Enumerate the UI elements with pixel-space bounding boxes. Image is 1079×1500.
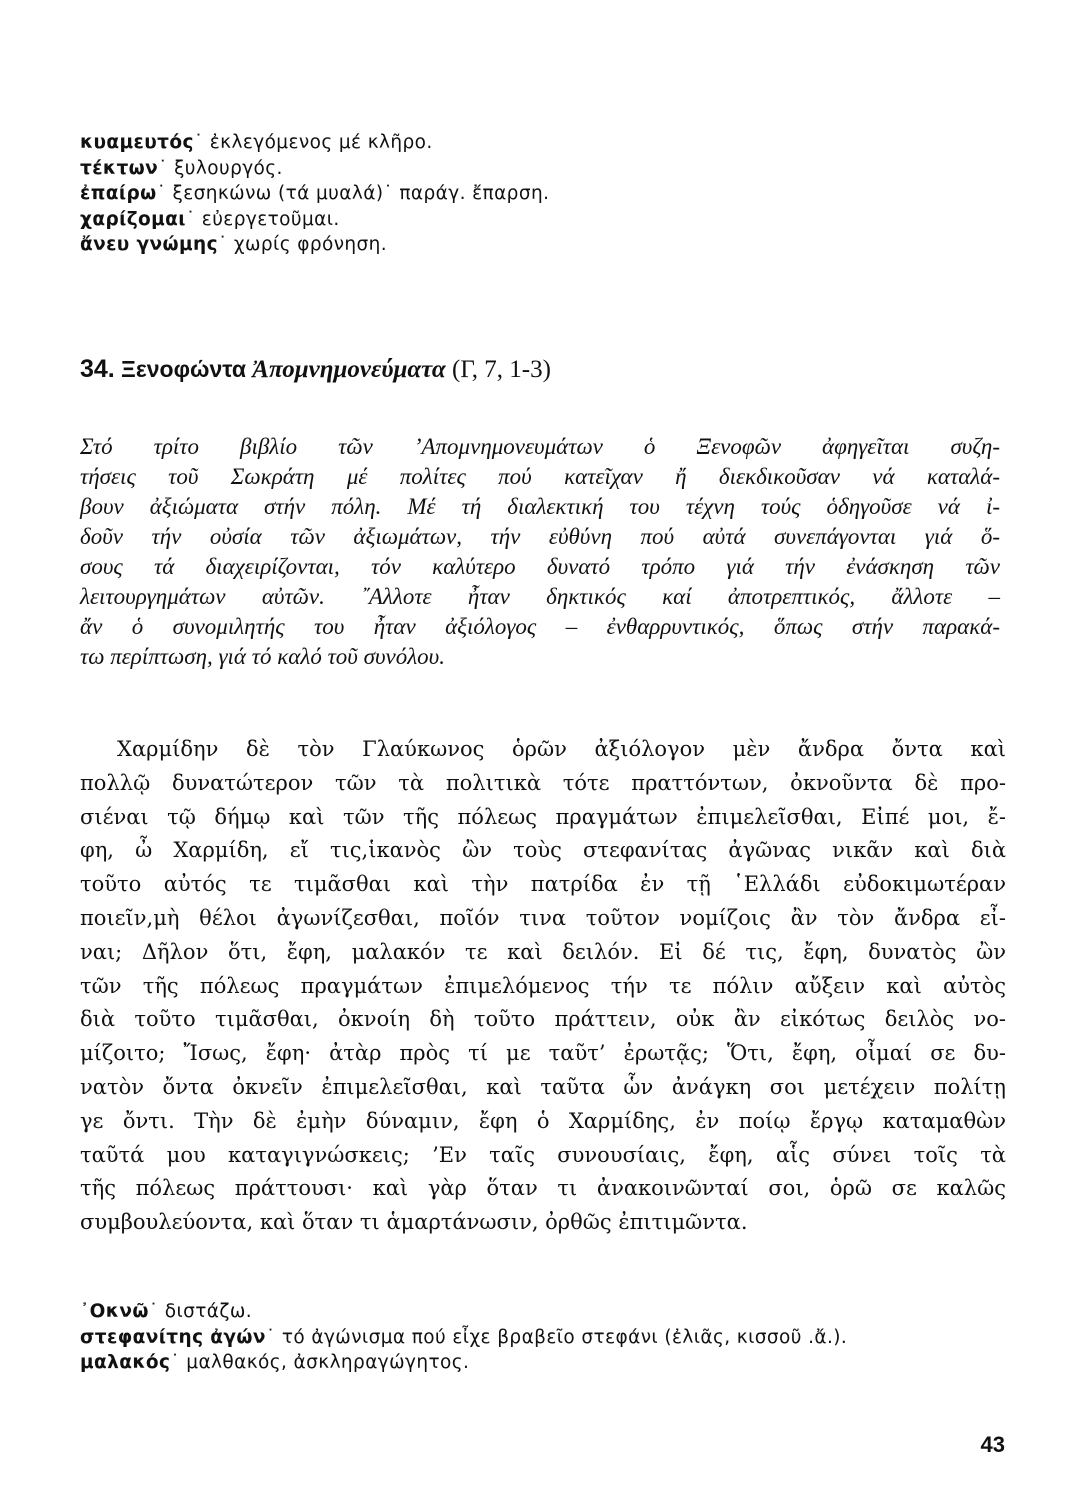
- intro-paragraph: [80, 432, 1000, 672]
- section-number: 34.: [80, 355, 115, 383]
- greek-line: φη, ὦ Χαρμίδη, εἴ τις,ἱκανὸς ὢν τοὺς στεφανίτας ἀγῶνας νικᾶν καὶ διὰ: [80, 838, 1006, 863]
- glossary-entry: [80, 232, 1000, 258]
- intro-line: Στό τρίτο βιβλίο τῶν ’Απομνημονευμάτων ὁ Ξενοφῶν ἀφηγεῖται συζη-: [80, 434, 1000, 459]
- greek-line: ταῦτά μου καταγιγνώσκεις; ’Εν ταῖς συνουσίαις, ἔφη, αἷς σύνει τοῖς τὰ: [80, 1142, 1006, 1167]
- glossary-entry: [80, 1325, 1000, 1351]
- intro-line: ἄν ὁ συνομιλητής του ἦταν ἀξιόλογος – ἐνθαρρυντικός, ὅπως στήν παρακά-: [80, 614, 1000, 639]
- greek-line: γε ὄντι. Τὴν δὲ ἐμὴν δύναμιν, ἔφη ὁ Χαρμίδης, ἐν ποίῳ ἔργῳ καταμαθὼν: [80, 1108, 1006, 1133]
- glossary-definition: ˙ ἐκλεγόμενος μέ κλῆρο.: [193, 132, 433, 153]
- glossary-definition: ˙ ξεσηκώνω (τά μυαλά)˙ παράγ. ἔπαρση.: [156, 183, 550, 204]
- glossary-term: κυαμευτός: [80, 132, 194, 153]
- page-number: 43: [980, 1432, 1005, 1457]
- intro-line: τήσεις τοῦ Σωκράτη μέ πολίτες πού κατεῖχαν ἤ διεκδικοῦσαν νά καταλά-: [80, 464, 1000, 489]
- greek-line: τῶν τῆς πόλεως πραγμάτων ἐπιμελόμενος τήν τε πόλιν αὔξειν καὶ αὐτὸς: [80, 973, 1006, 998]
- section-heading: [80, 355, 551, 384]
- intro-line: λειτουργημάτων αὐτῶν. ῎Αλλοτε ἦταν δηκτικός καί ἀποτρεπτικός, ἄλλοτε –: [80, 584, 1000, 609]
- intro-line: τω περίπτωση, γιά τό καλό τοῦ συνόλου.: [80, 644, 445, 669]
- intro-line: δοῦν τήν οὐσία τῶν ἀξιωμάτων, τήν εὐθύνη πού αὐτά συνεπάγονται γιά ὅ-: [80, 524, 1000, 549]
- glossary-term: στεφανίτης ἀγών: [80, 1326, 266, 1348]
- intro-line: βουν ἀξιώματα στήν πόλη. Μέ τή διαλεκτική του τέχνη τούς ὁδηγοῦσε νά ἰ-: [80, 494, 1000, 519]
- glossary-term: ἄνευ γνώμης: [80, 234, 218, 255]
- greek-line: πολλῷ δυνατώτερον τῶν τὰ πολιτικὰ τότε πραττόντων, ὀκνοῦντα δὲ προ-: [80, 770, 1006, 795]
- greek-line: συμβουλεύοντα, καὶ ὅταν τι ἁμαρτάνωσιν, ὀρθῶς ἐπιτιμῶντα.: [80, 1210, 748, 1235]
- section-reference: (Γ, 7, 1-3): [452, 356, 551, 383]
- bottom-glossary: [80, 1299, 1000, 1376]
- glossary-entry: [80, 156, 1000, 182]
- top-glossary: [80, 130, 1000, 258]
- section-author: Ξενοφώντα: [121, 356, 247, 382]
- greek-line: τοῦτο αὐτός τε τιμᾶσθαι καὶ τὴν πατρίδα ἐν τῇ ῾Ελλάδι εὐδοκιμωτέραν: [80, 872, 1006, 897]
- glossary-definition: ˙ μαλθακός, ἀσκληραγώγητος.: [170, 1352, 470, 1373]
- glossary-definition: ˙ εὐεργετοῦμαι.: [185, 208, 340, 230]
- glossary-entry: [80, 181, 1000, 207]
- greek-line: τῆς πόλεως πράττουσι· καὶ γὰρ ὅταν τι ἀνακοινῶνταί σοι, ὁρῶ σε καλῶς: [80, 1176, 1006, 1201]
- glossary-entry: [80, 1350, 1000, 1376]
- section-work-title: Ἀπομνημονεύματα: [252, 356, 446, 383]
- ancient-greek-text: [80, 733, 1006, 1240]
- glossary-term: τέκτων: [80, 157, 159, 179]
- greek-line: σιέναι τῷ δήμῳ καὶ τῶν τῆς πόλεως πραγμάτων ἐπιμελεῖσθαι, Εἰπέ μοι, ἔ-: [80, 804, 1006, 829]
- glossary-definition: ˙ τό ἀγώνισμα πού εἶχε βραβεῖο στεφάνι (ἐλιᾶς, κισσοῦ .ἄ.).: [265, 1326, 848, 1348]
- greek-line: διὰ τοῦτο τιμᾶσθαι, ὀκνοίη δὴ τοῦτο πράττειν, οὐκ ἂν εἰκότως δειλὸς νο-: [80, 1007, 1006, 1032]
- glossary-entry: [80, 207, 1000, 233]
- glossary-term: ᾿Οκνῶ: [80, 1301, 149, 1322]
- intro-line: σους τά διαχειρίζονται, τόν καλύτερο δυνατό τρόπο γιά τήν ἐνάσκηση τῶν: [80, 554, 1000, 579]
- greek-line: μίζοιτο; Ἴσως, ἔφη· ἀτὰρ πρὸς τί με ταῦτ’ ἐρωτᾷς; Ὅτι, ἔφη, οἶμαί σε δυ-: [80, 1041, 1006, 1066]
- greek-line: ποιεῖν,μὴ θέλοι ἀγωνίζεσθαι, ποῖόν τινα τοῦτον νομίζοις ἂν τὸν ἄνδρα εἶ-: [80, 905, 1006, 930]
- glossary-term: ἐπαίρω: [80, 183, 157, 204]
- greek-line: Χαρμίδην δὲ τὸν Γλαύκωνος ὁρῶν ἀξιόλογον μὲν ἄνδρα ὄντα καὶ: [117, 737, 1006, 761]
- glossary-entry: [80, 1299, 1000, 1325]
- greek-line: νατὸν ὄντα ὀκνεῖν ἐπιμελεῖσθαι, καὶ ταῦτα ὧν ἀνάγκη σοι μετέχειν πολίτῃ: [80, 1074, 1006, 1099]
- glossary-term: χαρίζομαι: [80, 208, 186, 230]
- glossary-definition: ˙ χωρίς φρόνηση.: [217, 234, 388, 255]
- glossary-term: μαλακός: [80, 1352, 171, 1373]
- glossary-definition: ˙ διστάζω.: [148, 1301, 253, 1322]
- glossary-definition: ˙ ξυλουργός.: [158, 157, 283, 179]
- glossary-entry: [80, 130, 1000, 156]
- greek-line: ναι; Δῆλον ὅτι, ἔφη, μαλακόν τε καὶ δειλόν. Εἰ δέ τις, ἔφη, δυνατὸς ὢν: [80, 939, 1006, 964]
